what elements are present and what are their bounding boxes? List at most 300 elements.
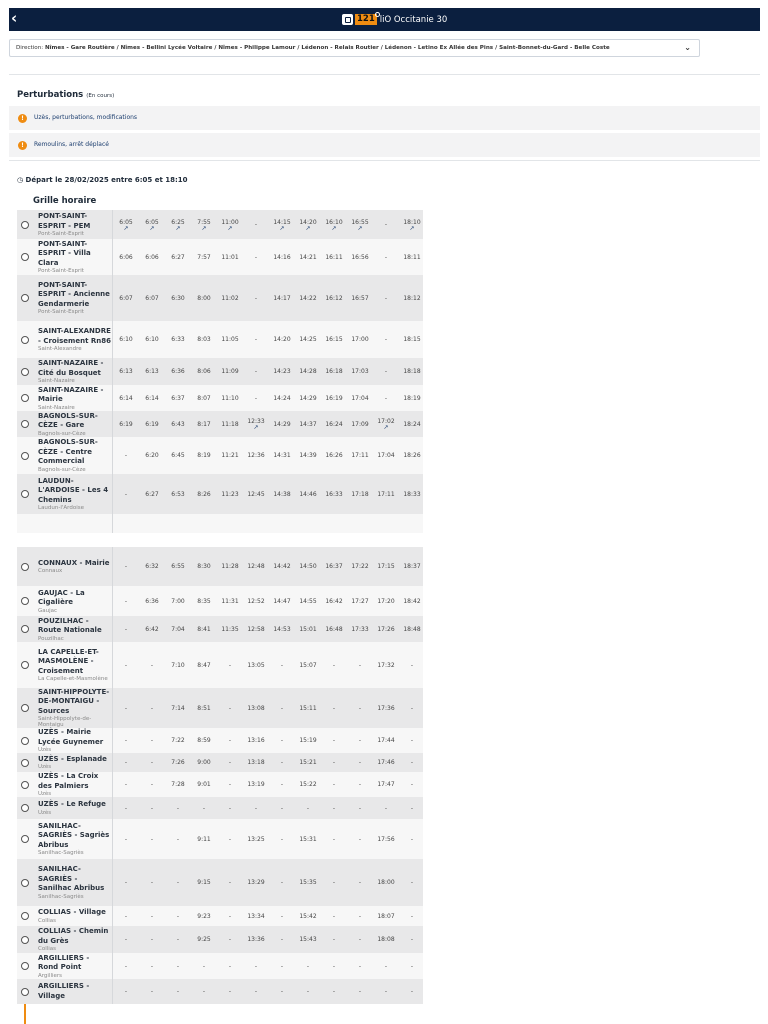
stop-city: Bagnols-sur-Cèze xyxy=(38,466,86,473)
time-cell xyxy=(295,688,321,728)
time-cell xyxy=(243,772,269,797)
time-cell xyxy=(399,586,425,616)
time-cell xyxy=(347,586,373,616)
time-cell xyxy=(217,358,243,385)
stop-city: La Capelle-et-Masmolène xyxy=(38,676,108,683)
time-cell xyxy=(217,474,243,514)
times-cells xyxy=(112,358,425,385)
time-value: 8:00 xyxy=(197,294,211,302)
time-value: 17:22 xyxy=(351,563,369,570)
time-value: 13:29 xyxy=(247,879,265,886)
time-cell xyxy=(217,616,243,642)
time-value: 18:18 xyxy=(403,368,421,375)
time-value: - xyxy=(280,912,284,920)
table-row[interactable] xyxy=(17,385,423,411)
time-value: - xyxy=(384,394,388,402)
time-cell xyxy=(165,953,191,979)
stop-city: Laudun-l'Ardoise xyxy=(38,505,84,512)
table-row[interactable] xyxy=(17,616,423,642)
correspondence-arrow-icon[interactable]: ↗ xyxy=(201,224,207,232)
stop-name-cell xyxy=(38,642,111,688)
time-cell xyxy=(347,953,373,979)
table-row[interactable] xyxy=(17,275,423,321)
correspondence-arrow-icon[interactable]: ↗ xyxy=(383,424,389,431)
stop-marker-icon xyxy=(21,490,29,498)
time-value: - xyxy=(124,490,128,498)
table-row[interactable] xyxy=(17,642,423,688)
time-value: - xyxy=(254,221,258,228)
time-value: 14:38 xyxy=(273,490,291,498)
time-cell xyxy=(113,616,139,642)
time-cell xyxy=(139,953,165,979)
time-value: - xyxy=(150,661,154,669)
time-cell xyxy=(139,772,165,797)
time-cell xyxy=(399,474,425,514)
times-cells xyxy=(112,642,425,688)
time-value: - xyxy=(358,661,362,669)
time-cell xyxy=(347,275,373,321)
time-value: - xyxy=(124,597,128,605)
time-value: 17:04 xyxy=(351,394,369,402)
time-value: 11:02 xyxy=(221,294,239,302)
stop-name: SAINT-NAZAIRE - Mairie xyxy=(38,385,104,403)
time-value: - xyxy=(176,912,180,920)
stop-marker-icon xyxy=(21,336,29,344)
time-value: - xyxy=(332,936,336,943)
table-row[interactable] xyxy=(17,239,423,275)
time-cell xyxy=(113,953,139,979)
time-cell xyxy=(113,753,139,772)
time-cell xyxy=(373,385,399,411)
time-cell xyxy=(321,474,347,514)
time-cell xyxy=(113,688,139,728)
perturbations-status: (En cours) xyxy=(86,93,115,99)
time-value: 17:33 xyxy=(351,625,369,633)
timetable-part-1 xyxy=(17,210,423,533)
time-value: 16:19 xyxy=(325,394,343,402)
correspondence-arrow-icon[interactable]: ↗ xyxy=(357,224,363,232)
time-value: 7:04 xyxy=(171,625,185,633)
time-value: - xyxy=(358,962,362,970)
time-cell xyxy=(373,616,399,642)
time-value: 14:46 xyxy=(299,490,317,498)
times-cells xyxy=(112,239,425,275)
time-cell xyxy=(113,772,139,797)
time-cell xyxy=(347,642,373,688)
time-cell xyxy=(139,437,165,474)
stop-city: Saint-Alexandre xyxy=(38,346,82,352)
time-cell xyxy=(373,819,399,859)
time-value: 11:10 xyxy=(221,394,239,402)
time-value: 18:26 xyxy=(403,452,421,459)
time-value: 11:31 xyxy=(221,597,239,605)
table-row[interactable] xyxy=(17,953,423,979)
perturbation-text: Remoulins, arrêt déplacé xyxy=(34,141,109,148)
time-value: 14:25 xyxy=(299,336,317,343)
stop-marker-icon xyxy=(21,759,29,767)
time-cell xyxy=(321,753,347,772)
time-cell xyxy=(347,437,373,474)
time-value: - xyxy=(150,781,154,788)
time-value: 18:00 xyxy=(377,879,395,886)
time-cell xyxy=(165,321,191,358)
correspondence-arrow-icon[interactable]: ↗ xyxy=(331,224,337,232)
time-cell xyxy=(139,321,165,358)
time-value: 16:55 xyxy=(351,218,369,226)
time-value: 7:55 xyxy=(197,218,211,226)
time-value: - xyxy=(228,759,232,766)
time-value: - xyxy=(176,835,180,843)
time-cell xyxy=(399,385,425,411)
time-value: 6:53 xyxy=(171,490,185,498)
back-arrow-icon[interactable]: ‹ xyxy=(11,9,18,27)
time-cell xyxy=(373,859,399,906)
stop-name: UZÈS - La Croix des Palmiers xyxy=(38,772,99,790)
time-cell xyxy=(295,437,321,474)
time-value: - xyxy=(280,879,284,886)
stop-marker-icon xyxy=(21,420,29,428)
time-cell xyxy=(165,474,191,514)
stop-city: Saint-Nazaire xyxy=(38,404,75,411)
time-value: 6:07 xyxy=(145,294,159,302)
stop-name: SAINT-ALEXANDRE - Croisement Rn86 xyxy=(38,327,111,345)
time-cell xyxy=(191,411,217,437)
table-row[interactable] xyxy=(17,474,423,514)
perturbations-title xyxy=(17,90,114,100)
time-cell xyxy=(217,586,243,616)
table-row[interactable] xyxy=(17,728,423,753)
time-value: - xyxy=(332,704,336,712)
time-cell xyxy=(373,688,399,728)
time-cell xyxy=(295,753,321,772)
time-value: 8:19 xyxy=(197,452,211,459)
perturbations-heading: Perturbations xyxy=(17,90,84,100)
time-cell xyxy=(321,953,347,979)
time-cell xyxy=(113,728,139,753)
stop-city: Saint-Nazaire xyxy=(38,378,75,384)
stop-city: Uzès xyxy=(38,747,52,753)
time-value: - xyxy=(384,336,388,343)
time-value: 11:21 xyxy=(221,452,239,459)
time-cell xyxy=(321,797,347,819)
time-value: - xyxy=(254,368,258,375)
time-cell xyxy=(269,859,295,906)
correspondence-arrow-icon[interactable]: ↗ xyxy=(123,224,129,232)
time-value: - xyxy=(228,804,232,812)
time-cell xyxy=(295,411,321,437)
line-header xyxy=(342,11,447,28)
stop-name-cell xyxy=(38,358,111,385)
time-value: - xyxy=(202,962,206,970)
correspondence-arrow-icon[interactable]: ↗ xyxy=(227,224,233,232)
departure-text: Départ le 28/02/2025 entre 6:05 et 18:10 xyxy=(25,176,188,184)
time-value: - xyxy=(254,962,258,970)
time-cell xyxy=(243,385,269,411)
time-value: - xyxy=(306,962,310,970)
time-value: - xyxy=(228,835,232,843)
time-cell xyxy=(373,275,399,321)
time-value: 17:20 xyxy=(377,597,395,605)
table-row[interactable] xyxy=(17,411,423,437)
time-value: - xyxy=(124,452,128,459)
time-cell xyxy=(399,688,425,728)
time-value: - xyxy=(124,625,128,633)
time-value: - xyxy=(280,759,284,766)
perturbation-item[interactable] xyxy=(9,133,760,157)
table-row[interactable] xyxy=(17,906,423,926)
time-value: 16:12 xyxy=(325,294,343,302)
time-value: - xyxy=(254,336,258,343)
time-value: 6:27 xyxy=(145,490,159,498)
time-value: - xyxy=(410,704,414,712)
alert-icon: ! xyxy=(18,141,27,150)
time-value: 14:31 xyxy=(273,452,291,459)
table-row[interactable] xyxy=(17,437,423,474)
stop-marker-icon xyxy=(21,912,29,920)
time-cell xyxy=(243,642,269,688)
time-value: - xyxy=(410,804,414,812)
time-value: 15:31 xyxy=(299,835,317,843)
time-value: 17:56 xyxy=(377,835,395,843)
time-cell xyxy=(217,797,243,819)
time-value: 11:35 xyxy=(221,625,239,633)
time-value: 18:15 xyxy=(403,336,421,343)
correspondence-arrow-icon[interactable]: ↗ xyxy=(305,224,311,232)
correspondence-arrow-icon[interactable]: ↗ xyxy=(279,224,285,232)
time-value: 17:32 xyxy=(377,661,395,669)
time-value: - xyxy=(202,988,206,995)
stop-marker-icon xyxy=(21,625,29,633)
time-value: - xyxy=(280,936,284,943)
time-value: - xyxy=(228,936,232,943)
time-value: 6:20 xyxy=(145,452,159,459)
chevron-down-icon: ⌄ xyxy=(684,43,691,52)
grid-title: Grille horaire xyxy=(33,196,97,206)
time-cell xyxy=(399,953,425,979)
table-row[interactable] xyxy=(17,772,423,797)
time-cell xyxy=(113,926,139,953)
stop-name: POUZILHAC - Route Nationale xyxy=(38,616,102,634)
time-value: 17:47 xyxy=(377,781,395,788)
time-value: 8:59 xyxy=(197,737,211,744)
times-cells xyxy=(112,926,425,953)
time-cell xyxy=(139,239,165,275)
time-value: 8:51 xyxy=(197,704,211,712)
stop-city: Uzès xyxy=(38,809,52,816)
correspondence-arrow-icon[interactable]: ↗ xyxy=(253,424,259,431)
time-cell xyxy=(347,772,373,797)
time-value: - xyxy=(280,962,284,970)
time-value: - xyxy=(228,781,232,788)
time-cell xyxy=(191,616,217,642)
time-cell xyxy=(243,859,269,906)
table-row[interactable] xyxy=(17,753,423,772)
time-value: 12:45 xyxy=(247,490,265,498)
time-value: - xyxy=(280,737,284,744)
time-value: - xyxy=(332,912,336,920)
stop-marker-icon xyxy=(21,936,29,944)
time-cell xyxy=(399,547,425,586)
time-cell xyxy=(217,979,243,1004)
time-cell xyxy=(191,728,217,753)
stop-marker-icon xyxy=(21,835,29,843)
stop-name: ARGILLIERS - Village xyxy=(38,982,90,1000)
time-cell xyxy=(399,753,425,772)
stop-name-cell xyxy=(38,753,111,772)
time-cell xyxy=(269,437,295,474)
time-cell xyxy=(165,586,191,616)
direction-select[interactable] xyxy=(9,39,700,57)
line-number-badge: 121 xyxy=(357,14,375,24)
stop-name: ARGILLIERS - Rond Point xyxy=(38,953,90,971)
time-value: - xyxy=(410,661,414,669)
stop-city: Sanilhac-Sagriès xyxy=(38,850,84,857)
time-value: 14:22 xyxy=(299,294,317,302)
time-value: - xyxy=(124,912,128,920)
clock-icon: ◷ xyxy=(17,176,24,184)
perturbation-item[interactable] xyxy=(9,106,760,130)
table-row[interactable] xyxy=(17,797,423,819)
time-value: 18:24 xyxy=(403,420,421,428)
time-value: - xyxy=(358,737,362,744)
time-cell xyxy=(373,772,399,797)
stop-name-cell xyxy=(38,797,111,819)
time-cell xyxy=(113,979,139,1004)
time-cell xyxy=(139,797,165,819)
stop-name: CONNAUX - Mairie xyxy=(38,558,110,567)
time-cell xyxy=(217,642,243,688)
time-value: 13:08 xyxy=(247,704,265,712)
time-cell xyxy=(321,210,347,239)
stop-name-cell xyxy=(38,906,111,926)
time-value: 14:24 xyxy=(273,394,291,402)
time-cell xyxy=(243,753,269,772)
time-value: - xyxy=(150,962,154,970)
time-cell xyxy=(113,797,139,819)
stop-city: Pont-Saint-Esprit xyxy=(38,268,84,275)
bus-icon xyxy=(342,14,353,25)
time-cell xyxy=(321,586,347,616)
correspondence-arrow-icon[interactable]: ↗ xyxy=(175,224,181,232)
time-value: 8:26 xyxy=(197,490,211,498)
table-row[interactable] xyxy=(17,688,423,728)
time-value: 11:01 xyxy=(221,253,239,261)
time-value: - xyxy=(280,988,284,995)
time-cell xyxy=(113,906,139,926)
time-cell xyxy=(347,358,373,385)
stop-name-cell xyxy=(38,275,111,321)
time-cell xyxy=(243,358,269,385)
time-cell xyxy=(399,728,425,753)
time-cell xyxy=(295,474,321,514)
stop-name-cell xyxy=(38,979,111,1004)
table-row[interactable] xyxy=(17,586,423,616)
time-value: 18:10 xyxy=(403,218,421,226)
time-value: 14:15 xyxy=(273,218,291,226)
direction-label: Direction: xyxy=(16,45,44,51)
table-row[interactable] xyxy=(17,819,423,859)
time-value: - xyxy=(410,988,414,995)
time-cell xyxy=(165,616,191,642)
time-value: 16:33 xyxy=(325,490,343,498)
table-row[interactable] xyxy=(17,926,423,953)
stop-name-cell xyxy=(38,728,111,753)
table-row[interactable] xyxy=(17,358,423,385)
time-cell xyxy=(217,411,243,437)
time-value: 6:55 xyxy=(171,563,185,570)
time-value: 13:25 xyxy=(247,835,265,843)
time-cell xyxy=(399,275,425,321)
time-cell xyxy=(139,906,165,926)
time-cell xyxy=(321,906,347,926)
stop-marker-icon xyxy=(21,704,29,712)
time-cell xyxy=(165,926,191,953)
time-cell xyxy=(373,906,399,926)
time-value: - xyxy=(410,759,414,766)
time-cell xyxy=(243,616,269,642)
time-cell xyxy=(295,210,321,239)
time-value: 16:56 xyxy=(351,253,369,261)
time-cell xyxy=(217,926,243,953)
time-cell xyxy=(165,642,191,688)
divider xyxy=(9,74,760,75)
stop-marker-icon xyxy=(21,253,29,261)
time-cell xyxy=(165,688,191,728)
time-cell xyxy=(191,926,217,953)
time-cell xyxy=(165,819,191,859)
table-row[interactable] xyxy=(17,210,423,239)
table-row[interactable] xyxy=(17,321,423,358)
time-cell xyxy=(347,385,373,411)
time-value: 14:21 xyxy=(299,253,317,261)
time-value: 6:43 xyxy=(171,420,185,428)
time-cell xyxy=(269,772,295,797)
time-value: 6:14 xyxy=(119,394,133,402)
time-cell xyxy=(139,474,165,514)
correspondence-arrow-icon[interactable]: ↗ xyxy=(149,224,155,232)
table-row[interactable] xyxy=(17,859,423,906)
time-value: 18:12 xyxy=(403,294,421,302)
time-cell xyxy=(295,728,321,753)
time-value: 14:20 xyxy=(273,336,291,343)
time-cell xyxy=(139,358,165,385)
stop-name-cell xyxy=(38,953,111,979)
stop-city: Pont-Saint-Esprit xyxy=(38,231,84,237)
times-cells xyxy=(112,474,425,514)
time-value: - xyxy=(176,988,180,995)
table-row[interactable] xyxy=(17,547,423,586)
time-cell xyxy=(113,437,139,474)
table-row[interactable] xyxy=(17,979,423,1004)
stop-marker-icon xyxy=(21,563,29,571)
time-cell xyxy=(113,547,139,586)
time-cell xyxy=(269,275,295,321)
time-cell xyxy=(165,859,191,906)
time-cell xyxy=(295,906,321,926)
time-cell xyxy=(347,753,373,772)
time-value: 11:05 xyxy=(221,336,239,343)
time-value: - xyxy=(124,563,128,570)
time-cell xyxy=(347,474,373,514)
time-value: 12:48 xyxy=(247,563,265,570)
time-value: - xyxy=(306,804,310,812)
alert-icon: ! xyxy=(18,114,27,123)
time-cell xyxy=(191,753,217,772)
time-value: - xyxy=(124,804,128,812)
time-value: 15:19 xyxy=(299,737,317,744)
time-cell xyxy=(139,616,165,642)
correspondence-arrow-icon[interactable]: ↗ xyxy=(409,224,415,232)
